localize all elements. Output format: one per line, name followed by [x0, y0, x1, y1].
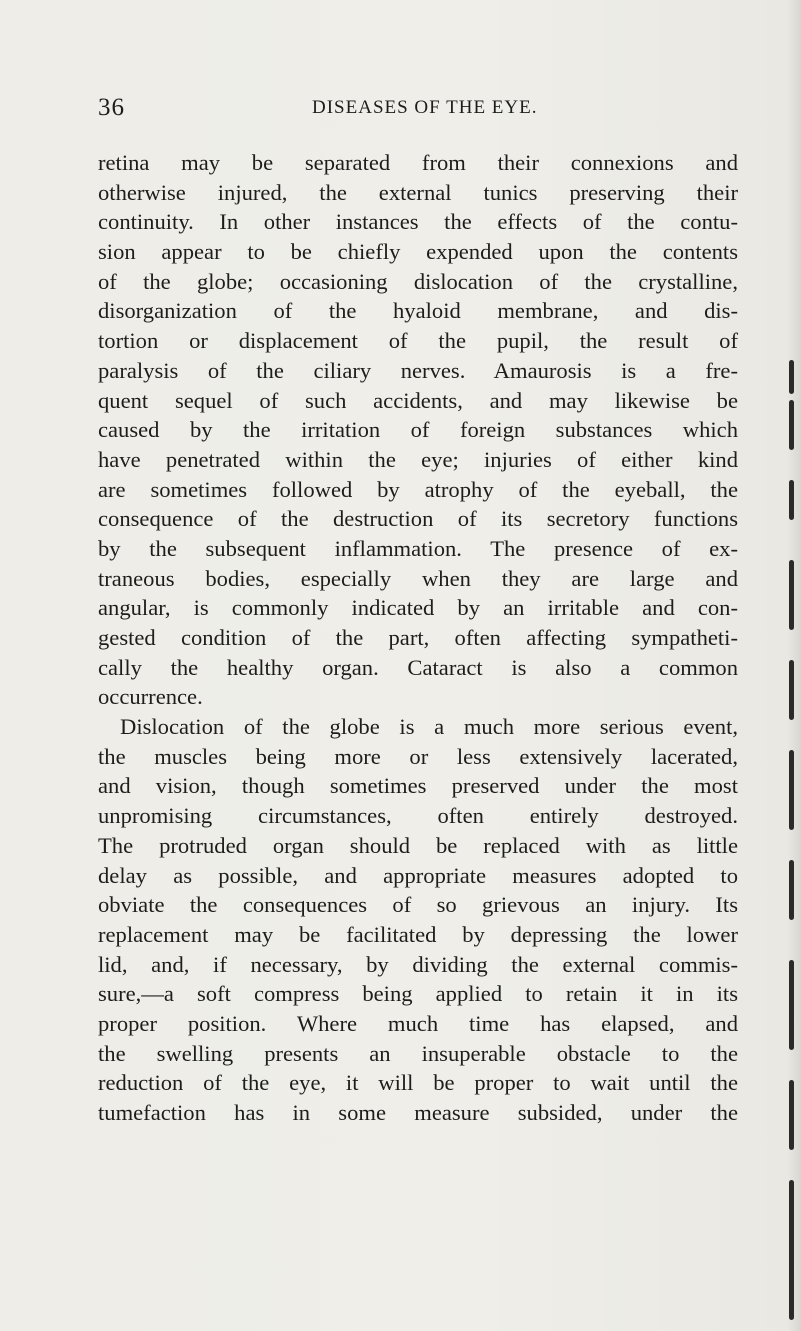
text-line: quent sequel of such accidents, and may likewise be	[98, 387, 738, 413]
text-line: cally the healthy organ. Cataract is also a common	[98, 654, 738, 680]
page-number: 36	[98, 94, 125, 121]
page-edge-marks	[787, 360, 799, 1320]
text-line: occurrence.	[98, 684, 203, 710]
text-line: the muscles being more or less extensively lacerated,	[98, 743, 738, 769]
text-line: and vision, though sometimes preserved under the most	[98, 773, 738, 799]
text-line: angular, is commonly indicated by an irritable and con-	[98, 595, 738, 621]
text-line: by the subsequent inflammation. The presence of ex-	[98, 535, 738, 561]
text-line: retina may be separated from their connexions and	[98, 150, 738, 175]
text-line: sure,—a soft compress being applied to retain it in its	[98, 981, 738, 1007]
text-line: gested condition of the part, often affecting sympatheti-	[98, 625, 738, 650]
text-line: otherwise injured, the external tunics preserving their	[98, 179, 738, 205]
page-header	[98, 94, 758, 124]
text-line: the swelling presents an insuperable obstacle to the	[98, 1040, 738, 1066]
text-line: tumefaction has in some measure subsided, under the	[98, 1100, 738, 1125]
text-line: tortion or displacement of the pupil, the result of	[98, 328, 738, 354]
text-line: of the globe; occasioning dislocation of the crystalline,	[98, 268, 738, 294]
text-line: delay as possible, and appropriate measures adopted to	[98, 862, 738, 888]
text-line: paralysis of the ciliary nerves. Amaurosis is a fre-	[98, 357, 738, 383]
text-line: are sometimes followed by atrophy of the eyeball, the	[98, 476, 738, 502]
body-text	[98, 148, 738, 1128]
text-line: have penetrated within the eye; injuries of either kind	[98, 446, 738, 472]
running-head: DISEASES OF THE EYE.	[312, 97, 538, 118]
text-line: traneous bodies, especially when they are large and	[98, 565, 738, 591]
text-line: caused by the irritation of foreign substances which	[98, 417, 738, 443]
text-line: obviate the consequences of so grievous an injury. Its	[98, 892, 738, 918]
text-line: lid, and, if necessary, by dividing the external commis-	[98, 951, 738, 977]
text-line: unpromising circumstances, often entirely destroyed.	[98, 803, 738, 829]
text-line: proper position. Where much time has elapsed, and	[98, 1010, 738, 1036]
text-line: consequence of the destruction of its secretory functions	[98, 506, 738, 532]
text-line: reduction of the eye, it will be proper to wait until the	[98, 1070, 738, 1096]
text-line: Dislocation of the globe is a much more serious event,	[120, 714, 738, 740]
text-line: The protruded organ should be replaced with as little	[98, 832, 738, 858]
text-line: replacement may be facilitated by depressing the lower	[98, 921, 738, 947]
text-line: continuity. In other instances the effects of the contu-	[98, 209, 738, 235]
text-line: sion appear to be chiefly expended upon the contents	[98, 239, 738, 265]
text-line: disorganization of the hyaloid membrane, and dis-	[98, 298, 738, 324]
